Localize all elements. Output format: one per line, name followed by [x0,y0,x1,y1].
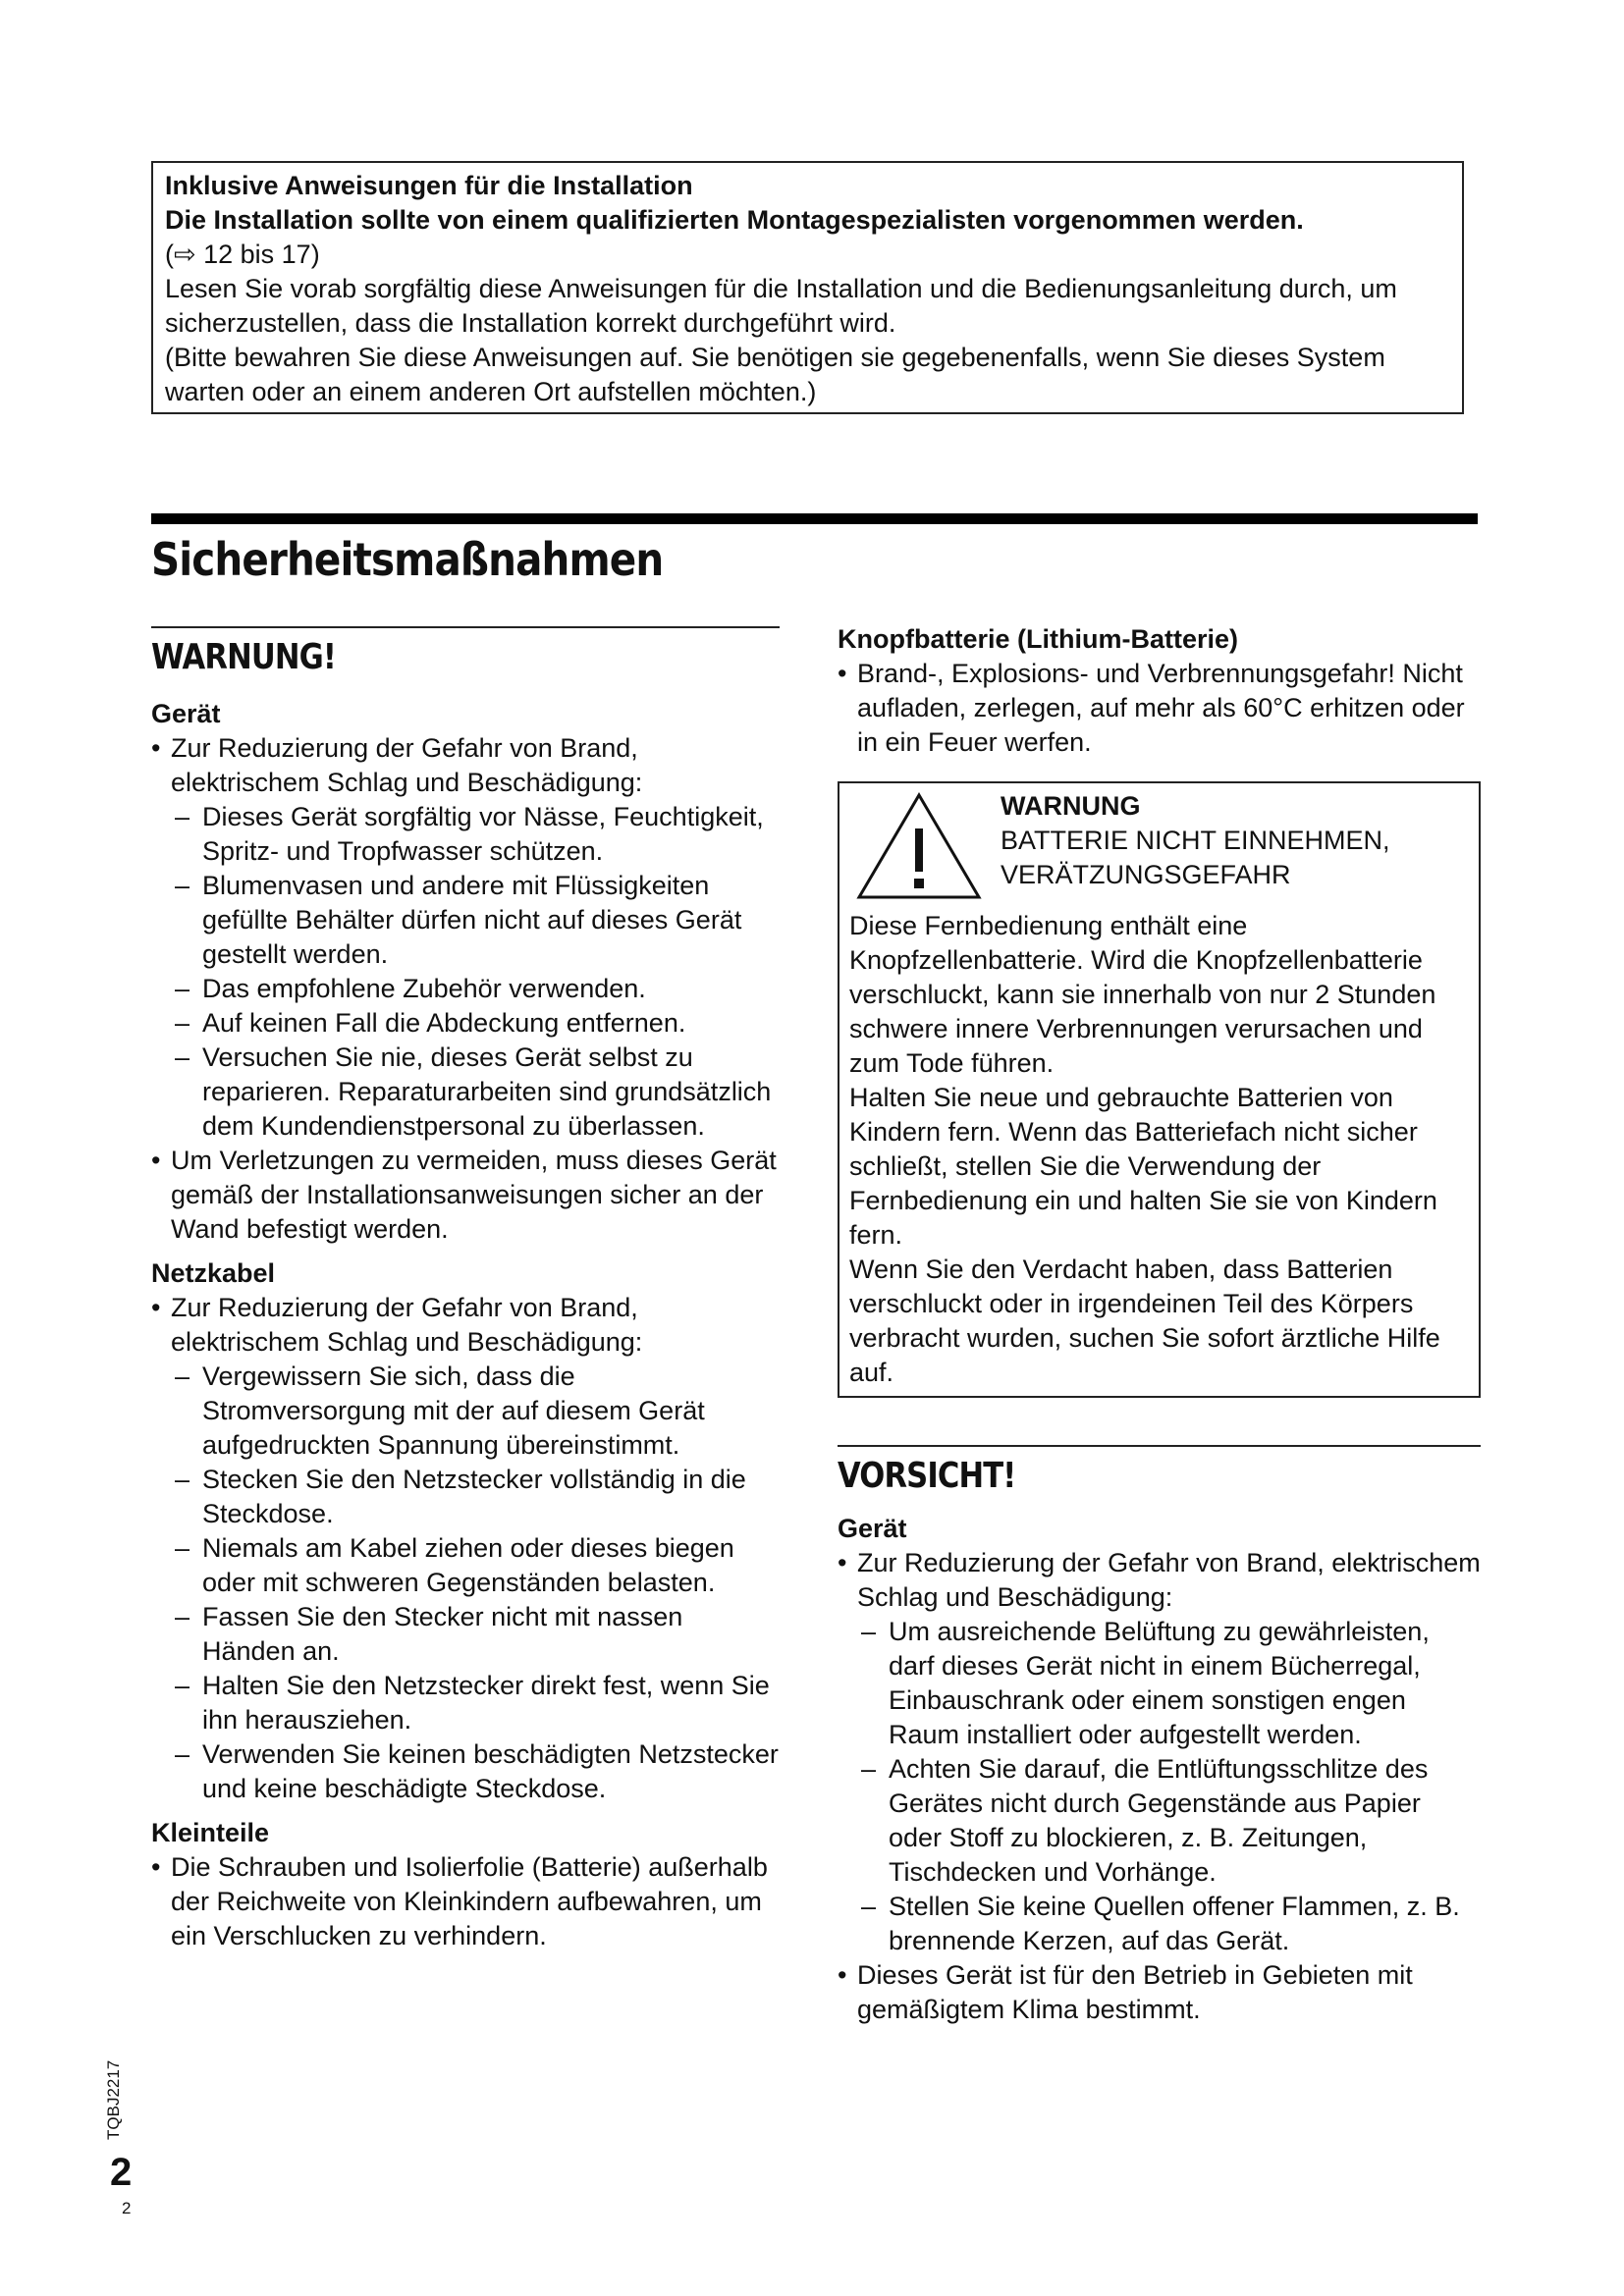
right-column [838,626,1481,2027]
warnung-rule [151,626,780,628]
list-item: – Stecken Sie den Netzstecker vollständig in die Steckdose. [151,1463,780,1531]
list-item: – Vergewissern Sie sich, dass die Stromversorgung mit der auf diesem Gerät aufgedruckten Spannung übereinstimmt. [151,1360,780,1463]
battery-warning-paragraph: Halten Sie neue und gebrauchte Batterien von Kindern fern. Wenn das Batteriefach nicht sicher schließt, stellen Sie die Verwendung der Fernbedienung ein und halten Sie sie von Kindern fern. [849,1083,1437,1250]
list-item: – Auf keinen Fall die Abdeckung entfernen. [151,1006,780,1041]
battery-warning-box [838,781,1481,1398]
installation-page-reference: (⇨ 12 bis 17) [165,240,320,269]
battery-warning-line2: VERÄTZUNGSGEFAHR [1001,860,1291,889]
knopfbatterie-list [838,657,1481,760]
page-number-small: 2 [122,2199,132,2217]
installation-keep-note: (Bitte bewahren Sie diese Anweisungen auf. Sie benötigen sie gegebenenfalls, wenn Sie dieses System warten oder an einem anderen Ort aufstellen möchten.) [165,343,1385,406]
list-item: – Fassen Sie den Stecker nicht mit nassen Händen an. [151,1600,780,1669]
list-item: • Zur Reduzierung der Gefahr von Brand, elektrischem Schlag und Beschädigung: [151,731,780,800]
battery-warning-paragraph: Diese Fernbedienung enthält eine Knopfzellenbatterie. Wird die Knopfzellenbatterie verschluckt, kann sie innerhalb von nur 2 Stunden schwere innere Verbrennungen verursachen und zum Tode führen. [849,911,1436,1078]
kleinteile-heading: Kleinteile [151,1818,270,1847]
kleinteile-list [151,1850,780,1953]
left-column [151,626,780,1953]
list-item: • Dieses Gerät ist für den Betrieb in Gebieten mit gemäßigtem Klima bestimmt. [838,1958,1481,2027]
installation-title: Inklusive Anweisungen für die Installation [165,171,693,200]
list-item: • Um Verletzungen zu vermeiden, muss dieses Gerät gemäß der Installationsanweisungen sicher an der Wand befestigt werden. [151,1144,780,1247]
warning-triangle-icon [855,791,983,903]
list-item: – Das empfohlene Zubehör verwenden. [151,972,780,1006]
warnung-heading: WARNUNG! [151,637,336,677]
list-item: • Zur Reduzierung der Gefahr von Brand, elektrischem Schlag und Beschädigung: [151,1291,780,1360]
list-item: – Niemals am Kabel ziehen oder dieses biegen oder mit schweren Gegenständen belasten. [151,1531,780,1600]
installation-notice-box [151,161,1464,414]
battery-warning-paragraph: Wenn Sie den Verdacht haben, dass Batterien verschluckt oder in irgendeinen Teil des Körpers verbracht wurden, suchen Sie sofort ärztliche Hilfe auf. [849,1255,1440,1387]
vorsicht-heading: VORSICHT! [838,1456,1016,1496]
list-item: – Versuchen Sie nie, dieses Gerät selbst zu reparieren. Reparaturarbeiten sind grundsätzlich dem Kundendienstpersonal zu überlassen. [151,1041,780,1144]
vorsicht-geraet-list [838,1546,1481,2027]
vorsicht-rule [838,1445,1481,1447]
list-item: • Die Schrauben und Isolierfolie (Batterie) außerhalb der Reichweite von Kleinkindern aufbewahren, um ein Verschlucken zu verhindern. [151,1850,780,1953]
list-item: – Um ausreichende Belüftung zu gewährleisten, darf dieses Gerät nicht in einem Bücherregal, Einbauschrank oder einem sonstigen engen Raum installiert oder aufgestellt werden. [838,1615,1481,1752]
installation-paragraph: Lesen Sie vorab sorgfältig diese Anweisungen für die Installation und die Bedienungsanleitung durch, um sicherzustellen, dass die Installation korrekt durchgeführt wird. [165,274,1397,338]
knopfbatterie-heading: Knopfbatterie (Lithium-Batterie) [838,624,1238,654]
title-rule [151,513,1478,524]
list-item: – Achten Sie darauf, die Entlüftungsschlitze des Gerätes nicht durch Gegenstände aus Papier oder Stoff zu blockieren, z. B. Zeitungen, Tischdecken und Vorhänge. [838,1752,1481,1890]
installation-requirement: Die Installation sollte von einem qualifizierten Montagespezialisten vorgenommen werden. [165,205,1304,235]
list-item: – Stellen Sie keine Quellen offener Flammen, z. B. brennende Kerzen, auf das Gerät. [838,1890,1481,1958]
geraet-list [151,731,780,1247]
page-title: Sicherheitsmaßnahmen [151,533,664,586]
list-item: • Zur Reduzierung der Gefahr von Brand, elektrischem Schlag und Beschädigung: [838,1546,1481,1615]
list-item: • Brand-, Explosions- und Verbrennungsgefahr! Nicht aufladen, zerlegen, auf mehr als 60°C erhitzen oder in ein Feuer werfen. [838,657,1481,760]
list-item: – Verwenden Sie keinen beschädigten Netzstecker und keine beschädigte Steckdose. [151,1737,780,1806]
list-item: – Halten Sie den Netzstecker direkt fest, wenn Sie ihn herausziehen. [151,1669,780,1737]
battery-warning-header [849,789,1471,903]
netzkabel-heading: Netzkabel [151,1258,276,1288]
model-code: TQBJ2217 [104,2059,123,2140]
list-item: – Blumenvasen und andere mit Flüssigkeiten gefüllte Behälter dürfen nicht auf dieses Gerät gestellt werden. [151,869,780,972]
list-item: – Dieses Gerät sorgfältig vor Nässe, Feuchtigkeit, Spritz- und Tropfwasser schützen. [151,800,780,869]
battery-warning-title-block [1001,789,1390,892]
netzkabel-list [151,1291,780,1806]
battery-warning-label: WARNUNG [1001,791,1141,821]
battery-warning-line1: BATTERIE NICHT EINNEHMEN, [1001,826,1390,855]
vorsicht-geraet-heading: Gerät [838,1514,907,1543]
page-number: 2 [110,2151,133,2194]
geraet-heading: Gerät [151,699,221,728]
